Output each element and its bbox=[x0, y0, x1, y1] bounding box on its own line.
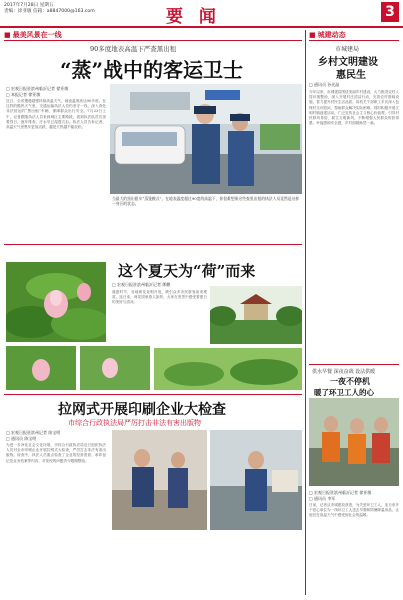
story-rule bbox=[4, 244, 302, 245]
masthead-meta bbox=[4, 3, 95, 15]
story3-subhead: 市综合行政执法局严厉打击非法有害出版物 bbox=[68, 419, 201, 427]
story3-body: 为进一步净化社会文化环境，市综合行政执法局近日组织执法人员对全市印刷企业开展拉网式大检查，严厉打击非法有害出版物。检查中，执法人员重点检查了企业的经营资质、承印登记及业务档案等内容，对发现的问题责令限期整改。 bbox=[6, 443, 106, 463]
story3-byline-1: □ 宏观日报驻滨州记者 陈宝明 bbox=[6, 430, 61, 435]
editor-line: 责编：徐亚敏 信箱：a8847000@163.com bbox=[4, 9, 95, 14]
story4-kicker: 市城建局 bbox=[335, 46, 360, 53]
story1-bylines bbox=[6, 86, 106, 97]
story2-byline: □ 宏观日报驻滨州临沂记者 郎鹏 bbox=[112, 282, 171, 287]
right-section-label: ■ 城建动态 bbox=[309, 30, 346, 40]
story5-byline-2: □ 通讯员 李军 bbox=[309, 495, 336, 501]
story3-photo-1 bbox=[112, 430, 207, 530]
story4-headline-2: 惠民生 bbox=[336, 70, 366, 81]
story3-bylines bbox=[6, 430, 106, 441]
story1-byline-1: □ 宏观日报驻滨州临沂记者 徐亚敏 bbox=[6, 86, 69, 91]
lotus-photo-small-1 bbox=[6, 346, 76, 390]
story4-headline-1: 乡村文明建设 bbox=[318, 57, 378, 68]
story1-photo bbox=[110, 84, 302, 194]
story1-body: 近日，全省遭遇超强持续高温天气，地表温度高达90多度。在这样的酷热天气里，交通运输执法人员仍坚守一线，深入查处非法营运的“黑出租”车辆，保障群众出行安全。7月23日上午，记者跟随执法人员来到城区主要路段，看到执法队员们顶着烈日，逐车排查，汗水早已湿透衣衫。执法人员告诉记者，高温天气里黑车更加活跃，越是天热越不能放松。 bbox=[6, 99, 106, 130]
story1-body-continued bbox=[112, 216, 302, 240]
column-divider bbox=[305, 30, 306, 595]
story3-body-continued bbox=[112, 534, 302, 594]
left-section-label: ■ 最美风景在一线 bbox=[4, 30, 62, 40]
lotus-photo bbox=[6, 262, 106, 342]
right-section-rule bbox=[309, 40, 399, 41]
story5-kicker: 供水早餐 深夜奋战 设法供暖 bbox=[312, 369, 376, 375]
lotus-photo-small-2 bbox=[80, 346, 150, 390]
page-header bbox=[0, 0, 403, 28]
story4-byline: □ 通讯员 孙光晶 bbox=[309, 82, 340, 87]
story2-body: 盛夏时节，各地荷花竞相开放，吸引众多市民游客前来观赏。连日来，荷花园里游人如织，大家在美景中感受着夏日的美好与清凉。 bbox=[112, 290, 207, 305]
right-story-rule bbox=[309, 364, 399, 365]
story1-byline-2: □ 本报记者 徐亚敏 bbox=[6, 91, 41, 97]
story1-kicker: 90多度地表高温下严查黑出租 bbox=[90, 45, 177, 53]
story5-byline-1: □ 宏观日报驻滨州临沂记者 徐亚敏 bbox=[309, 490, 372, 495]
story5-headline-1: 一夜不停机 bbox=[330, 376, 370, 386]
story5-bylines bbox=[309, 490, 399, 501]
story-rule-2 bbox=[4, 394, 302, 395]
story2-headline: 这个夏天为“荷”而来 bbox=[118, 262, 256, 280]
story1-photo-caption: 当最大的黑出租车“蒸笼模式”，在地表温度超过90度的高温下，你很难想象这些查黑出租的执法人员竟然是这样一身汗的状态。 bbox=[112, 196, 300, 206]
story3-headline: 拉网式开展印刷企业大检查 bbox=[58, 402, 226, 418]
section-title: 要 闻 bbox=[166, 7, 221, 27]
story5-headline-2: 暖了环卫工人的心 bbox=[314, 388, 374, 397]
story5-photo bbox=[309, 398, 399, 486]
lotus-photo-wide bbox=[154, 348, 302, 390]
story4-body: 今年以来，市城建局围绕美丽乡村建设，大力推进农村人居环境整治，深入开展村庄清洁行动，完善农村基础设施，着力提升村民生活品质。局机关干部职工多次深入包保村走访慰问，帮助群众解决实际困难。同时积极开展文明村镇创建活动，广泛宣传社会主义核心价值观，引导村民移风易俗，树立文明新风，不断增强人民群众的获得感、幸福感和安全感，乡村面貌焕然一新。 bbox=[309, 90, 399, 126]
story1-headline: “蒸”战中的客运卫士 bbox=[60, 58, 244, 82]
story3-photo-2 bbox=[210, 430, 302, 530]
pavilion-photo bbox=[210, 286, 302, 344]
section-rule bbox=[4, 40, 302, 41]
story5-body: 日前，记者从市城建局获悉，为关爱环卫工人，连日来多个爱心单位为一线环卫工人送去早餐和防暑降温用品，让他们在高温天气中感受到社会的温暖。 bbox=[309, 503, 399, 518]
date-line: 2017年7月28日 星期五 bbox=[4, 3, 54, 8]
story3-byline-2: □ 通讯员 陈宝明 bbox=[6, 435, 37, 441]
page-number: 3 bbox=[381, 2, 399, 22]
